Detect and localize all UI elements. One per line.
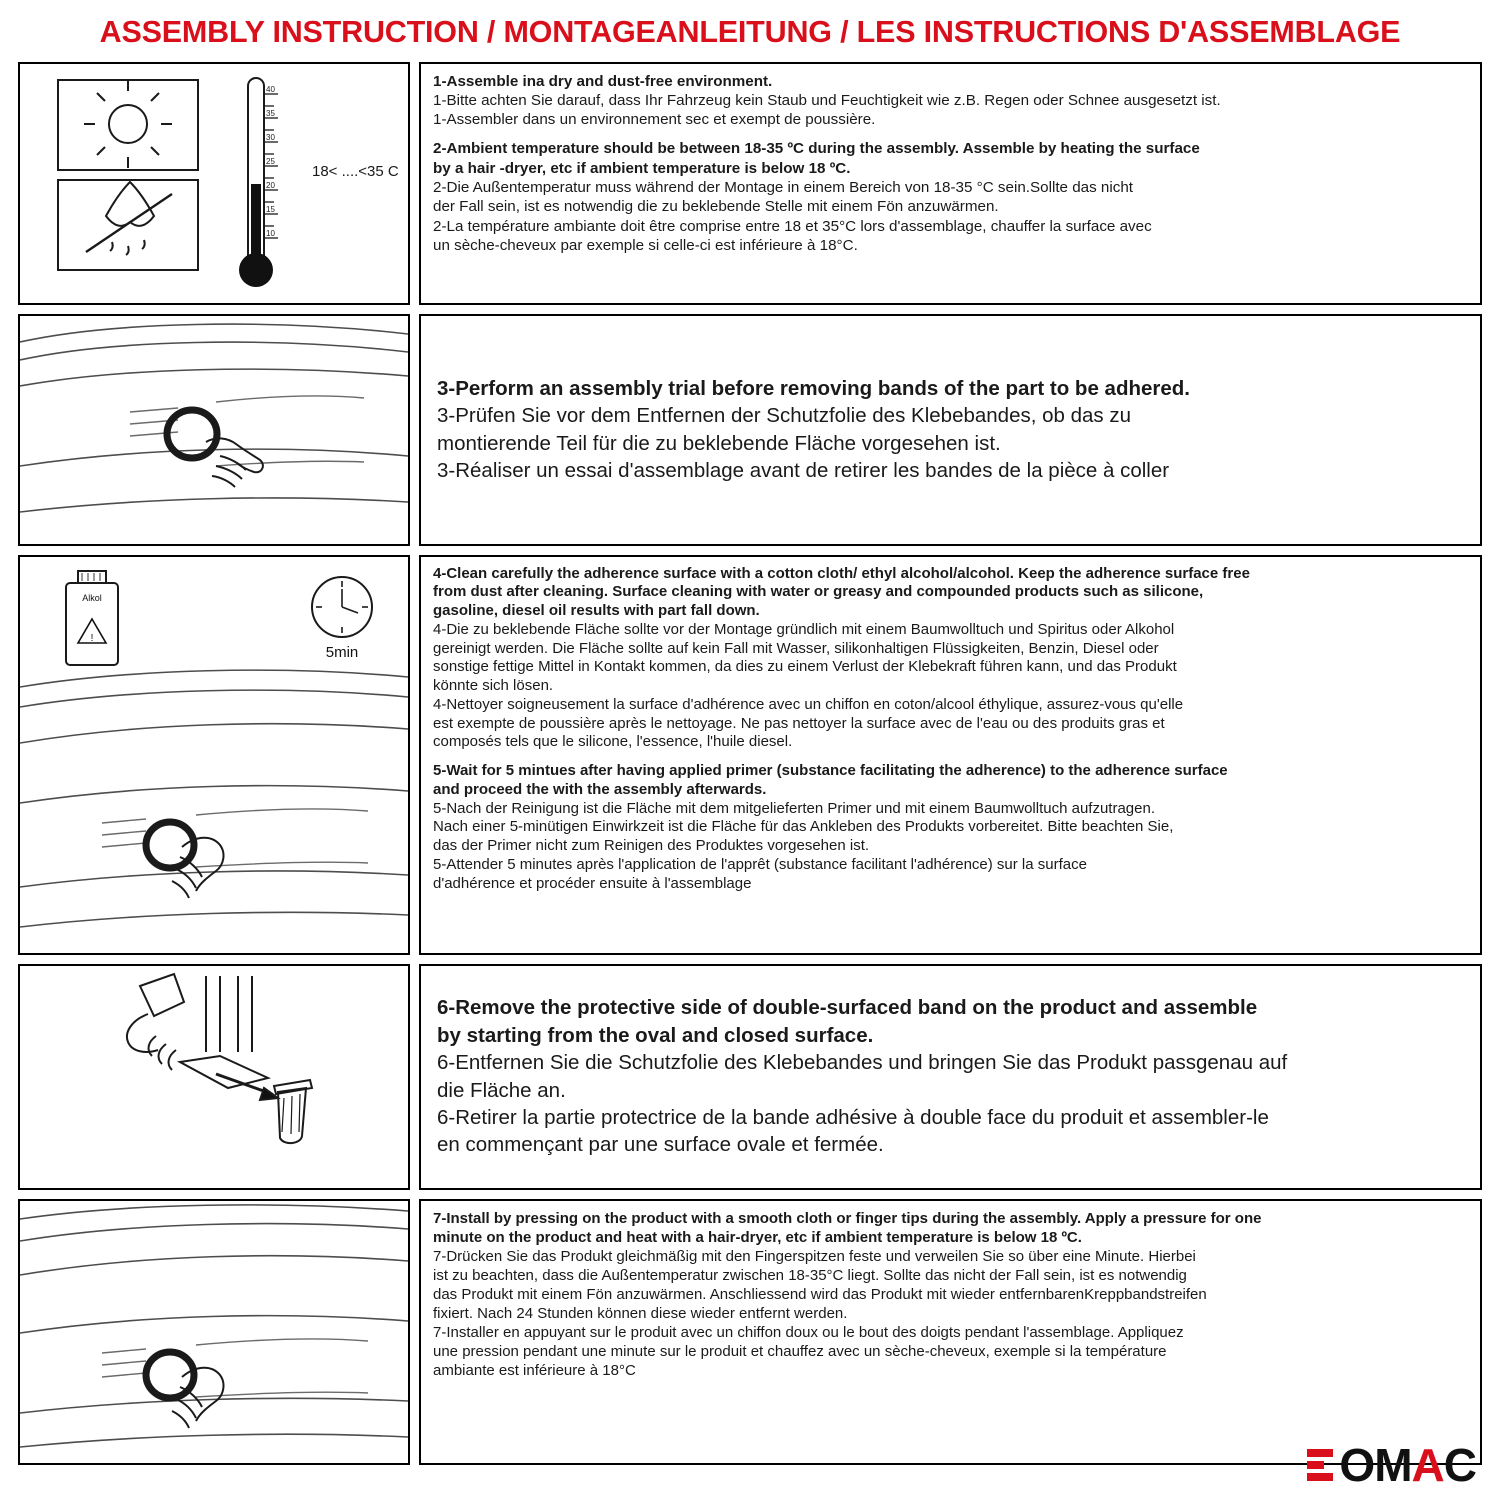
step-row-1: [18, 62, 1482, 305]
step-text-line: montierende Teil für die zu beklebende Fläche vorgesehen ist.: [437, 431, 1001, 455]
step-text-line: Nach einer 5-minütigen Einwirkzeit ist die Fläche für das Ankleben des Produkts vorbereitet. Bitte beachten Sie,: [433, 818, 1174, 836]
step-text-line: by starting from the oval and closed surface.: [437, 1023, 874, 1047]
logo-wordmark: [1339, 1439, 1476, 1491]
step-text-line: 6-Entfernen Sie die Schutzfolie des Klebebandes und bringen Sie das Produkt passgenau auf: [437, 1051, 1288, 1075]
step-text-line: 1-Bitte achten Sie darauf, dass Ihr Fahrzeug kein Staub und Feuchtigkeit wie z.B. Regen oder Schnee ausgesetzt ist.: [433, 91, 1221, 109]
step-row-5: [18, 1199, 1482, 1465]
logo-letter-o: O: [1339, 1439, 1375, 1491]
svg-text:10: 10: [266, 228, 275, 238]
logo-letter-c: C: [1443, 1439, 1476, 1491]
step-text-line: 7-Install by pressing on the product with a smooth cloth or finger tips during the assembly. Apply a pressure for one: [433, 1209, 1262, 1227]
step-text-line: 6-Retirer la partie protectrice de la bande adhésive à double face du produit et assembler-le: [437, 1106, 1269, 1130]
step-text-line: un sèche-cheveux par exemple si celle-ci est inférieure à 18°C.: [433, 236, 858, 254]
step-text-line: 7-Installer en appuyant sur le produit avec un chiffon doux ou le bout des doigts pendant l'assemblage. Appliquez: [433, 1323, 1184, 1341]
step-text-line: die Fläche an.: [437, 1078, 566, 1102]
step-text-line: 3-Prüfen Sie vor dem Entfernen der Schutzfolie des Klebebandes, ob das zu: [437, 404, 1132, 428]
steps-container: [18, 62, 1482, 1465]
step-text-line: der Fall sein, ist es notwendig die zu beklebende Stelle mit einem Fön anzuwärmen.: [433, 198, 999, 216]
step-text-line: 7-Drücken Sie das Produkt gleichmäßig mit den Fingerspitzen feste und verweilen Sie so über eine Minute. Hierbei: [433, 1247, 1196, 1265]
step-text-line: 2-Die Außentemperatur muss während der Montage in einem Bereich von 18-35 °C sein.Sollte das nicht: [433, 179, 1134, 197]
step-4-5-text: [419, 555, 1482, 955]
step-text-line: en commençant par une surface ovale et fermée.: [437, 1133, 884, 1157]
illustration-remove-protective-film: [18, 964, 410, 1190]
temp-range-label: 18< ....<35 C: [312, 162, 399, 180]
svg-text:25: 25: [266, 156, 275, 166]
step-text-line: est exempte de poussière après le nettoyage. Ne pas nettoyer la surface avec de l'eau ou des produits gras et: [433, 714, 1165, 732]
illustration-clean-and-primer: [18, 555, 410, 955]
step-row-3: [18, 555, 1482, 955]
step-text-line: fixiert. Nach 24 Stunden können diese wieder entfernt werden.: [433, 1304, 848, 1322]
timer-label: 5min: [325, 643, 359, 661]
logo-letter-m: M: [1374, 1439, 1412, 1491]
step-text-line: 3-Réaliser un essai d'assemblage avant de retirer les bandes de la pièce à coller: [437, 459, 1170, 483]
step-text-line: 3-Perform an assembly trial before removing bands of the part to be adhered.: [437, 376, 1190, 400]
omac-logo: [1307, 1439, 1476, 1491]
step-text-line: ist zu beachten, dass die Außentemperatur zwischen 18-35°C liegt. Sollte das nicht der Fall sein, ist es notwendig: [433, 1266, 1187, 1284]
step-text-line: 4-Nettoyer soigneusement la surface d'adhérence avec un chiffon en coton/alcool éthylique, assurez-vous qu'elle: [433, 695, 1184, 713]
step-text-line: 5-Nach der Reinigung ist die Fläche mit dem mitgelieferten Primer und mit einem Baumwolltuch aufzutragen.: [433, 799, 1155, 817]
svg-text:30: 30: [266, 132, 275, 142]
illustration-dry-environment: [18, 62, 410, 305]
logo-letter-a: A: [1411, 1439, 1444, 1491]
paragraph-spacer: [433, 752, 1468, 762]
step-text-line: 4-Clean carefully the adherence surface with a cotton cloth/ ethyl alcohol/alcohol. Keep the adherence surface free: [433, 564, 1250, 582]
page-title: ASSEMBLY INSTRUCTION / MONTAGEANLEITUNG / LES INSTRUCTIONS D'ASSEMBLAGE: [99, 15, 1401, 49]
step-text-line: from dust after cleaning. Surface cleaning with water or greasy and compounded products such as silicone,: [433, 583, 1204, 601]
step-text-line: das der Primer nicht zum Reinigen des Produktes vorgesehen ist.: [433, 837, 870, 855]
step-text-line: composés tels que le silicone, l'essence, l'huile diesel.: [433, 733, 793, 751]
step-text-line: 6-Remove the protective side of double-surfaced band on the product and assemble: [437, 996, 1258, 1020]
illustration-press-product: [18, 1199, 410, 1465]
step-text-line: 4-Die zu beklebende Fläche sollte vor der Montage gründlich mit einem Baumwolltuch und Spiritus oder Alkohol: [433, 620, 1175, 638]
step-text-line: 5-Wait for 5 mintues after having applied primer (substance facilitating the adherence) to the adherence surface: [433, 762, 1228, 780]
logo-bars-icon: [1307, 1449, 1333, 1481]
alcohol-label: Alkol: [82, 592, 102, 603]
step-text-line: and proceed the with the assembly afterwards.: [433, 780, 767, 798]
step-3-text: [419, 314, 1482, 546]
step-text-line: ambiante est inférieure à 18°C: [433, 1361, 636, 1379]
svg-text:!: !: [90, 632, 94, 644]
step-1-2-text: [419, 62, 1482, 305]
svg-text:20: 20: [266, 180, 275, 190]
step-row-2: [18, 314, 1482, 546]
step-text-line: sonstige fettige Mittel in Kontakt kommen, da dies zu einem Verlust der Klebekraft führen kann, und das Produkt: [433, 658, 1177, 676]
illustration-assembly-trial: [18, 314, 410, 546]
step-text-line: 1-Assemble ina dry and dust-free environment.: [433, 72, 773, 90]
svg-text:40: 40: [266, 84, 275, 94]
step-6-text: [419, 964, 1482, 1190]
step-7-text: [419, 1199, 1482, 1465]
step-text-line: 1-Assembler dans un environnement sec et exempt de poussière.: [433, 111, 876, 129]
step-text-line: minute on the product and heat with a hair-dryer, etc if ambient temperature is below 18 ºC.: [433, 1228, 1082, 1246]
step-text-line: une pression pendant une minute sur le produit et chauffez avec un sèche-cheveux, exemple si la température: [433, 1342, 1167, 1360]
step-text-line: by a hair -dryer, etc if ambient temperature is below 18 ºC.: [433, 159, 851, 177]
step-row-4: [18, 964, 1482, 1190]
svg-text:15: 15: [266, 204, 275, 214]
step-text-line: das Produkt mit einem Fön anzuwärmen. Anschliessend wird das Produkt mit wieder entfernbarenKreppbandstreifen: [433, 1285, 1207, 1303]
step-text-line: 2-La température ambiante doit être comprise entre 18 et 35°C lors d'assemblage, chauffer la surface avec: [433, 217, 1152, 235]
step-text-line: d'adhérence et procéder ensuite à l'assemblage: [433, 874, 752, 892]
step-text-line: 2-Ambient temperature should be between 18-35 ºC during the assembly. Assemble by heating the surface: [433, 140, 1200, 158]
paragraph-spacer: [433, 129, 1468, 139]
step-text-line: gasoline, diesel oil results with part fall down.: [433, 602, 760, 620]
step-text-line: gereinigt werden. Die Fläche sollte auf kein Fall mit Wasser, silikonhaltigen Flüssigkeiten, Benzin, Diesel oder: [433, 639, 1159, 657]
svg-text:35: 35: [266, 108, 275, 118]
step-text-line: 5-Attender 5 minutes après l'application de l'apprêt (substance facilitant l'adhérence) sur la surface: [433, 855, 1087, 873]
step-text-line: könnte sich lösen.: [433, 677, 554, 695]
